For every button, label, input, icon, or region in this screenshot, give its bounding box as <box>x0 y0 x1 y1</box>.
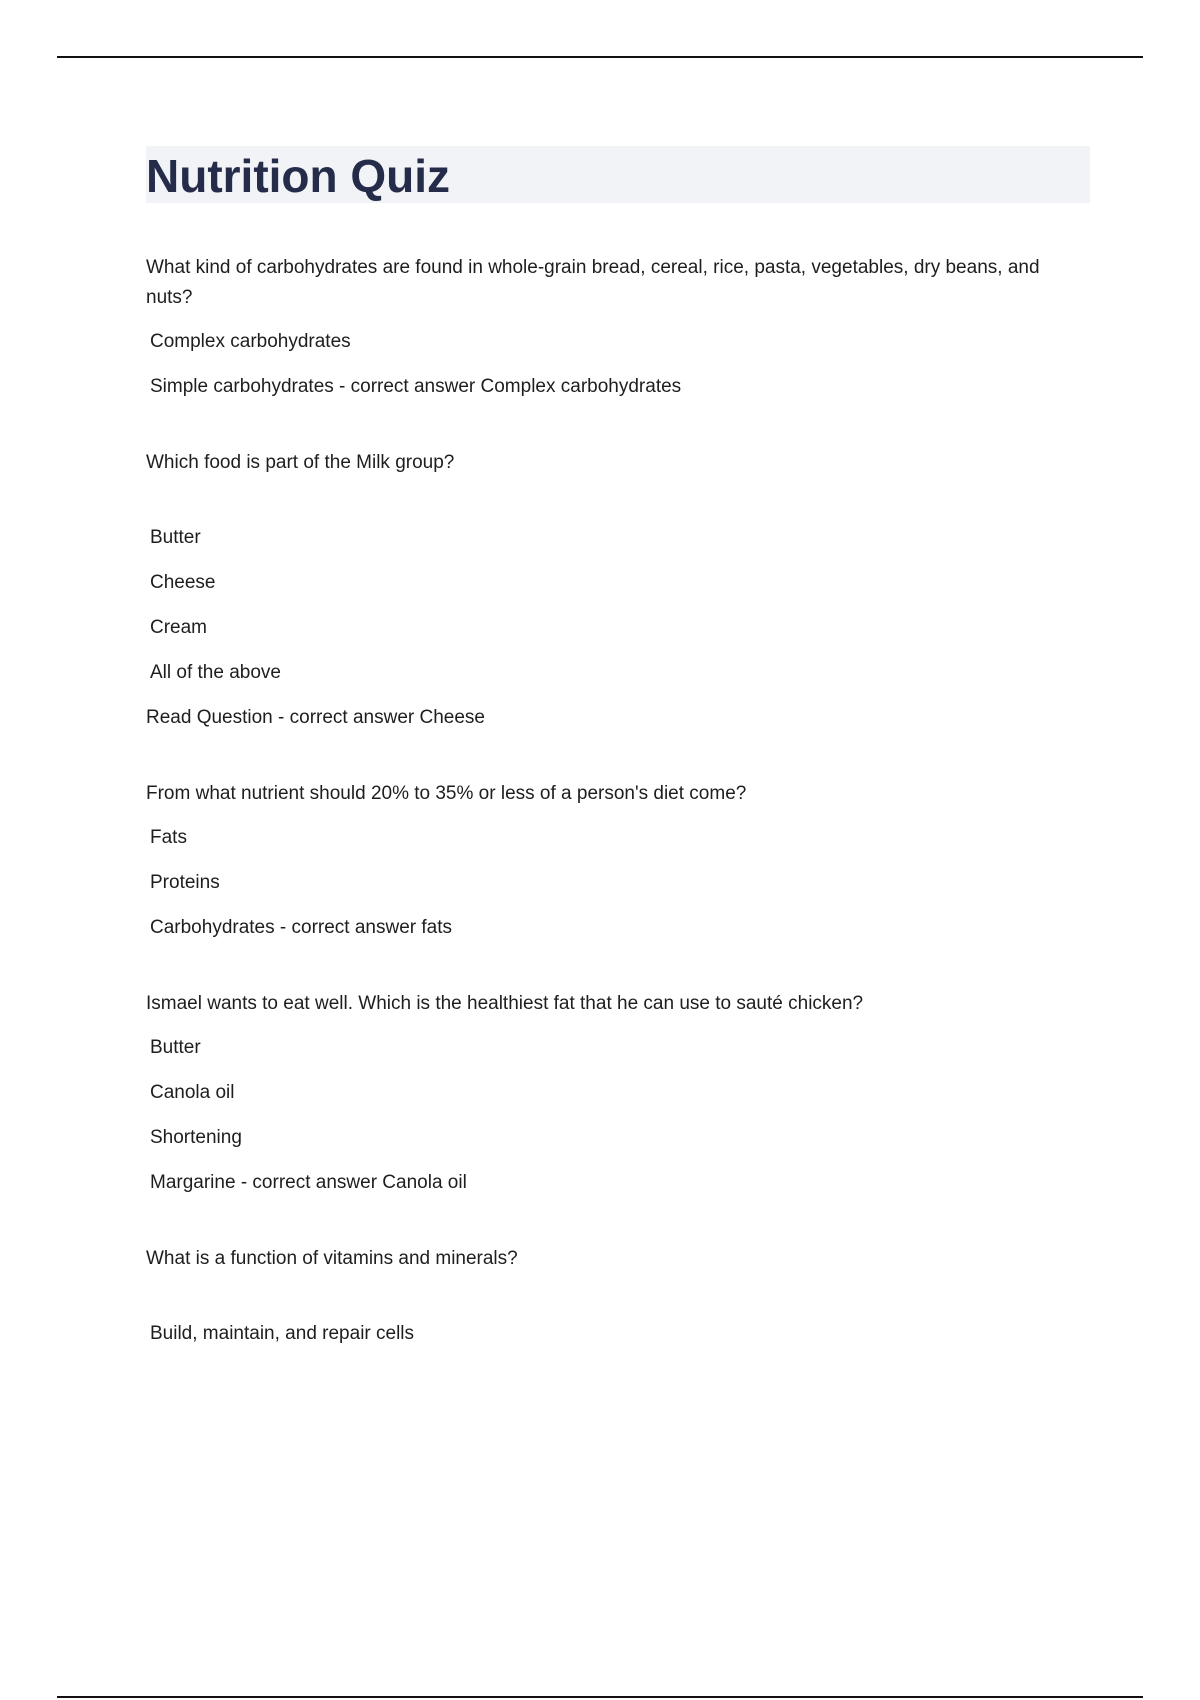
question-block-3 <box>146 779 1090 943</box>
top-rule <box>57 56 1143 58</box>
question-block-1 <box>146 253 1090 402</box>
question-text: What kind of carbohydrates are found in whole-grain bread, cereal, rice, pasta, vegetables, dry beans, and nuts? <box>146 257 1040 308</box>
page-title: Nutrition Quiz <box>146 149 451 202</box>
answer-option: Canola oil <box>150 1082 235 1103</box>
answer-option: Shortening <box>150 1127 242 1148</box>
question-block-4 <box>146 989 1090 1198</box>
answer-option: Fats <box>150 827 187 848</box>
answer-option: Carbohydrates - correct answer fats <box>150 917 453 938</box>
question-text: Which food is part of the Milk group? <box>146 452 455 473</box>
answer-option: All of the above <box>150 662 281 683</box>
answer-option: Cheese <box>150 572 216 593</box>
question-text: From what nutrient should 20% to 35% or less of a person's diet come? <box>146 783 747 804</box>
spacer <box>146 1288 1090 1319</box>
answer-option: Complex carbohydrates <box>150 331 351 352</box>
spacer <box>146 492 1090 523</box>
title-band <box>146 146 1090 203</box>
answer-option: Build, maintain, and repair cells <box>150 1323 415 1344</box>
question-text: What is a function of vitamins and minerals? <box>146 1248 518 1269</box>
answer-option: Cream <box>150 617 208 638</box>
question-text: Ismael wants to eat well. Which is the healthiest fat that he can use to sauté chicken? <box>146 993 864 1014</box>
bottom-rule <box>57 1696 1143 1698</box>
answer-option: Read Question - correct answer Cheese <box>146 707 485 728</box>
document-page <box>146 146 1090 1395</box>
question-block-2 <box>146 448 1090 733</box>
answer-option: Butter <box>150 1037 201 1058</box>
answer-option: Proteins <box>150 872 220 893</box>
answer-option: Butter <box>150 527 201 548</box>
answer-option: Simple carbohydrates - correct answer Complex carbohydrates <box>150 376 682 397</box>
question-block-5 <box>146 1244 1090 1349</box>
answer-option: Margarine - correct answer Canola oil <box>150 1172 467 1193</box>
